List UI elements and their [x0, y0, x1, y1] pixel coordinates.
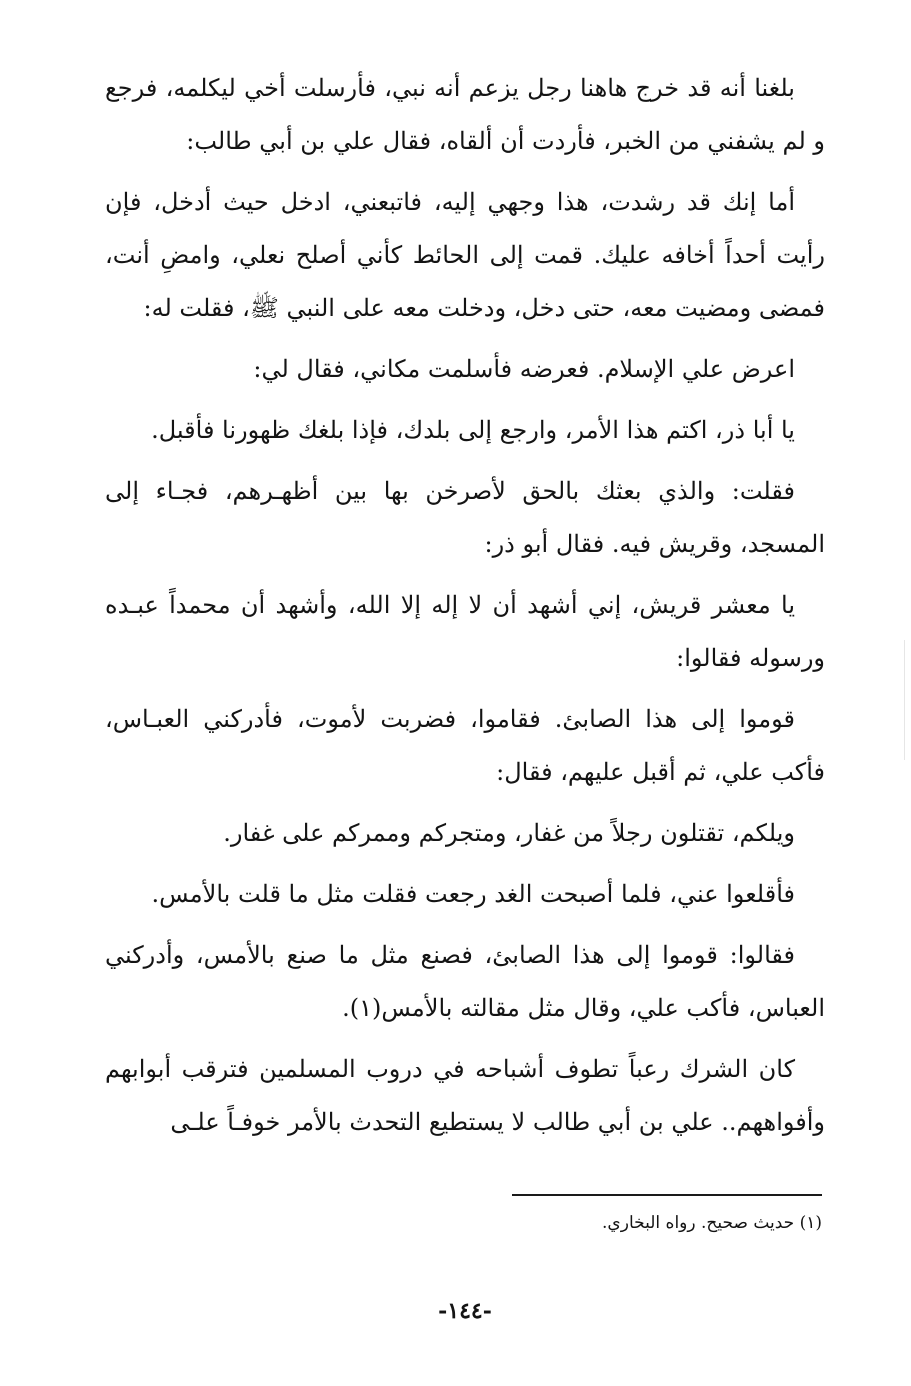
footnote: (١) حديث صحيح. رواه البخاري.	[602, 1213, 822, 1233]
paragraph-3: اعرض علي الإسلام. فعرضه فأسلمت مكاني، فقال لي:	[253, 355, 795, 383]
paragraph-1: بلغنا أنه قد خرج هاهنا رجل يزعم أنه نبي، فأرسلت أخي ليكلمه، فرجع و لم يشفني من الخبر، فأردت أن ألقاه، فقال علي بن أبي طالب:	[105, 74, 825, 155]
paragraph-6: يا معشر قريش، إني أشهد أن لا إله إلا الله، وأشهد أن محمداً عبـده ورسوله فقالوا:	[105, 591, 825, 672]
scan-edge-mark	[904, 640, 905, 760]
paragraph-7: قوموا إلى هذا الصابئ. فقاموا، فضربت لأموت، فأدركني العبـاس، فأكب علي، ثم أقبل عليهم، فقال:	[105, 705, 825, 786]
paragraph-2: أما إنك قد رشدت، هذا وجهي إليه، فاتبعني، ادخل حيث أدخل، فإن رأيت أحداً أخافه عليك. قمت إلى الحائط كأني أصلح نعلي، وامضِ أنت، فمضى ومضيت معه، حتى دخل، ودخلت معه على النبي ﷺ، فقلت له:	[105, 188, 825, 322]
paragraph-8: ويلكم، تقتلون رجلاً من غفار، ومتجركم وممركم على غفار.	[223, 819, 795, 847]
footnote-divider	[512, 1194, 822, 1196]
paragraph-11: كان الشرك رعباً تطوف أشباحه في دروب المسلمين فترقب أبوابهم وأفواههم.. علي بن أبي طالب لا يستطيع التحدث بالأمر خوفـاً علـى	[105, 1055, 825, 1136]
paragraph-4: يا أبا ذر، اكتم هذا الأمر، وارجع إلى بلدك، فإذا بلغك ظهورنا فأقبل.	[151, 416, 795, 444]
paragraph-9: فأقلعوا عني، فلما أصبحت الغد رجعت فقلت مثل ما قلت بالأمس.	[151, 880, 795, 908]
paragraph-5: فقلت: والذي بعثك بالحق لأصرخن بها بين أظهـرهم، فجـاء إلى المسجد، وقريش فيه. فقال أبو ذر:	[105, 477, 825, 558]
paragraph-10: فقالوا: قوموا إلى هذا الصابئ، فصنع مثل ما صنع بالأمس، وأدركني العباس، فأكب علي، وقال مثل مقالته بالأمس(١).	[105, 941, 825, 1022]
body-text	[105, 62, 825, 1157]
page-number: -١٤٤-	[438, 1298, 492, 1324]
